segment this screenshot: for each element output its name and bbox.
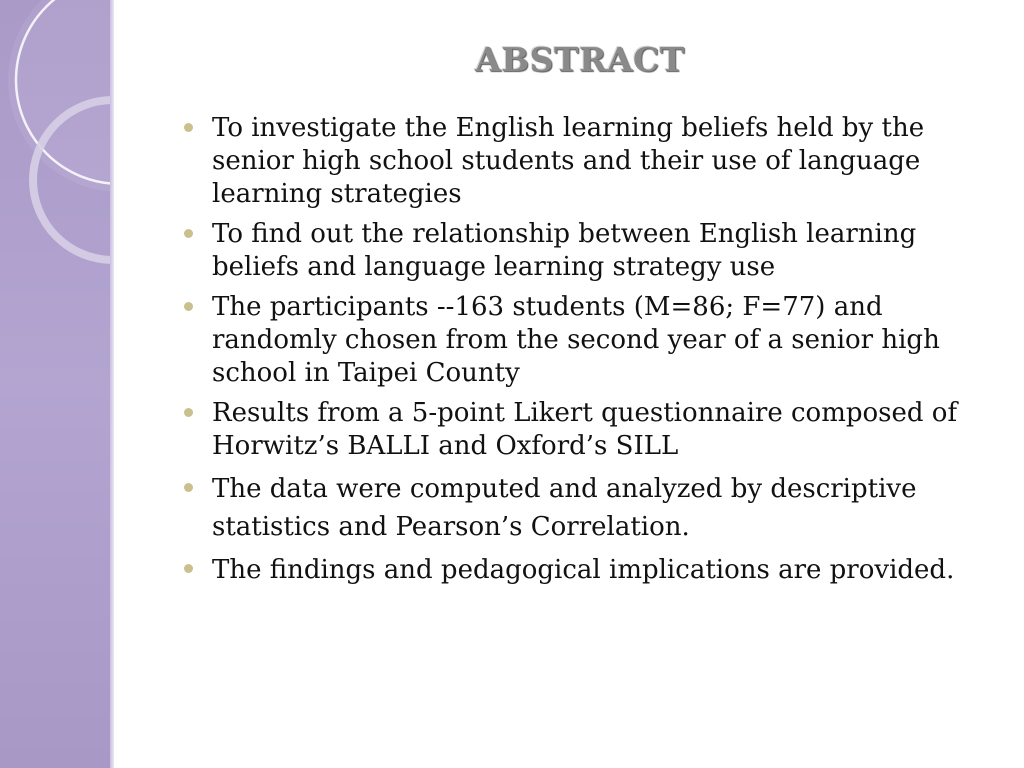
bullet-dot-icon [184, 408, 193, 417]
bullet-dot-icon [184, 229, 193, 238]
bullet-text: The data were computed and analyzed by descriptive statistics and Pearson’s Correlation. [212, 474, 917, 542]
bullet-item [182, 397, 992, 463]
bullet-text: The participants --163 students (M=86; F=77) and randomly chosen from the second year of a senior high school in Taipei County [212, 292, 940, 388]
bullet-item [182, 470, 992, 546]
bullet-dot-icon [184, 123, 193, 132]
bullet-text: The findings and pedagogical implications are provided. [212, 555, 955, 585]
bullet-item [182, 112, 992, 211]
ring-decoration-icon [0, 0, 113, 768]
bullet-item [182, 218, 992, 284]
slide-title: ABSTRACT [475, 40, 685, 79]
bullet-text: To find out the relationship between English learning beliefs and language learning strategy use [212, 219, 917, 282]
bullet-item [182, 291, 992, 390]
bullet-dot-icon [184, 483, 193, 492]
bullet-item [182, 551, 992, 589]
side-decoration-panel [0, 0, 113, 768]
bullet-dot-icon [184, 302, 193, 311]
bullet-dot-icon [184, 564, 193, 573]
bullet-text: Results from a 5-point Likert questionnaire composed of Horwitz’s BALLI and Oxford’s SILL [212, 398, 958, 461]
side-panel-edge [110, 0, 114, 768]
bullet-text: To investigate the English learning beliefs held by the senior high school students and their use of language learning strategies [212, 113, 925, 209]
bullet-list [182, 112, 992, 594]
